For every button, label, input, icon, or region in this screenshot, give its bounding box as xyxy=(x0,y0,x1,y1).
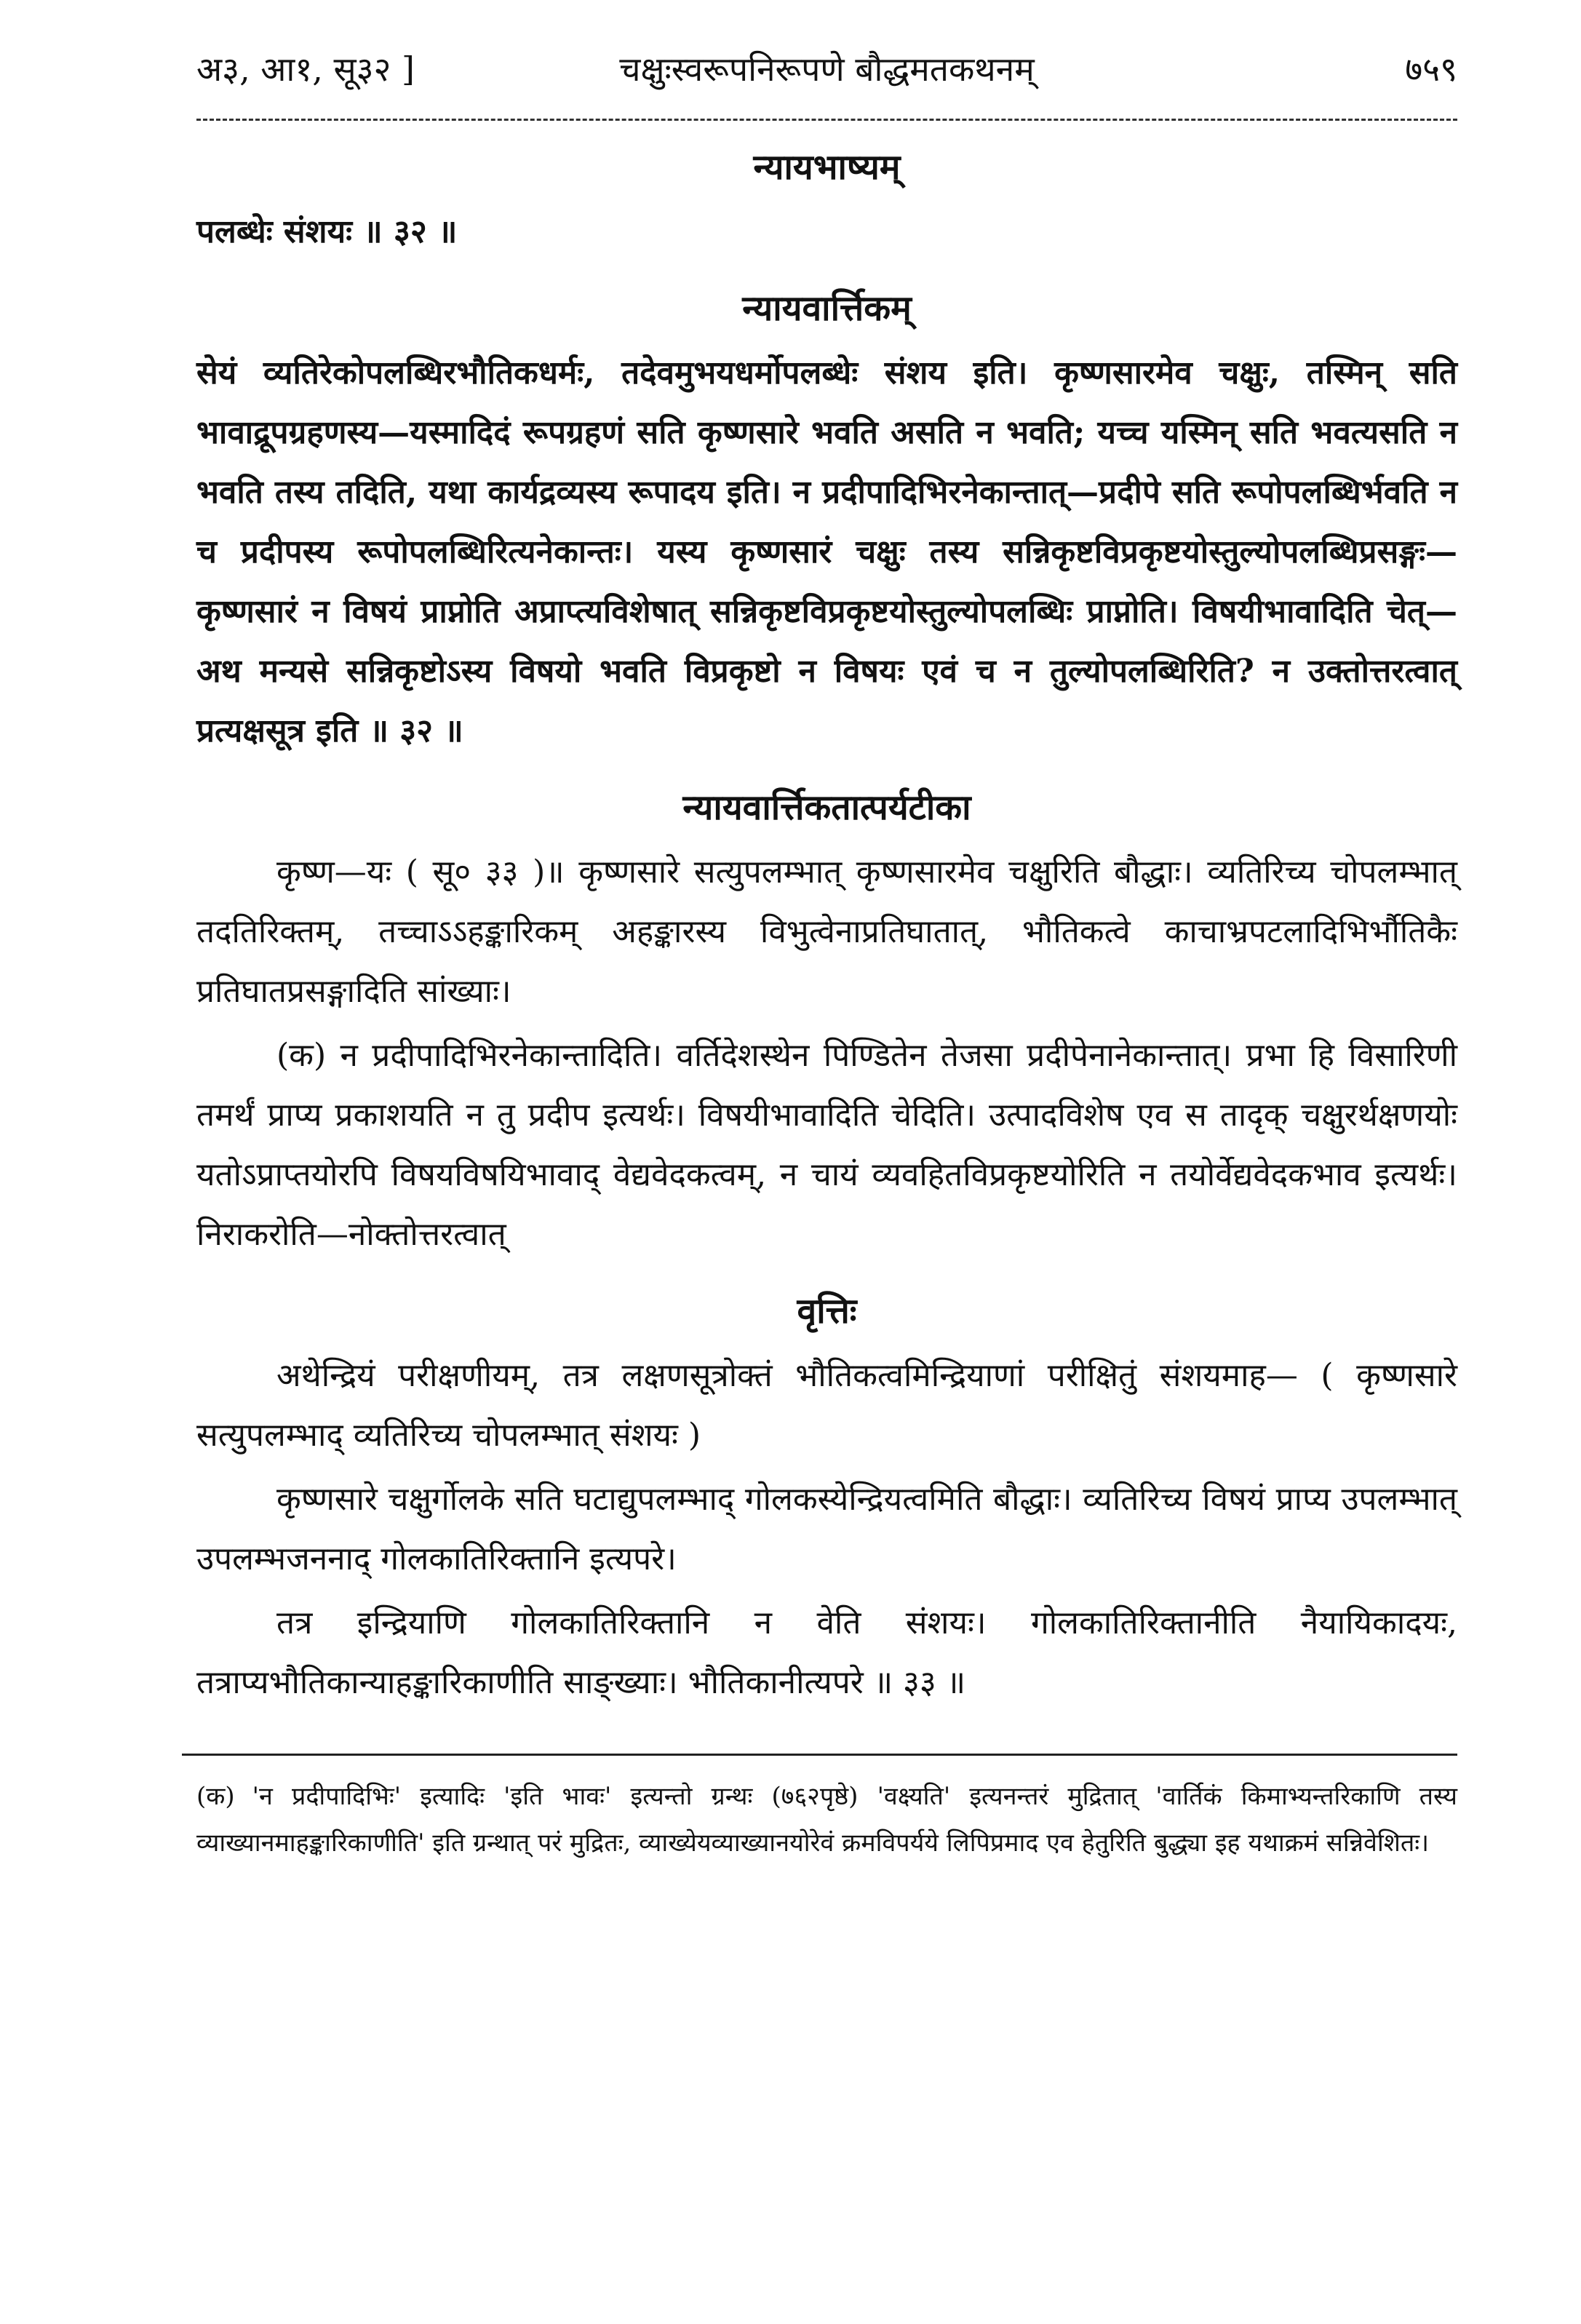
page-number: ७५९ xyxy=(1405,49,1457,89)
header-chapter-ref: अ३, आ१, सू३२ ] xyxy=(196,49,415,89)
tika-heading: न्यायवार्त्तिकतात्पर्यटीका xyxy=(682,787,971,828)
tika-paragraph-2: (क) न प्रदीपादिभिरनेकान्तादिति। वर्तिदेशस्थेन पिण्डितेन तेजसा प्रदीपेनानेकान्तात्। प्रभा हि विसारिणी तमर्थं प्राप्य प्रकाशयति न तु प्रदीप इत्यर्थः। विषयीभावादिति चेदिति। उत्पादविशेष एव स तादृक् चक्षुरर्थक्षणयोः यतोऽप्राप्तयोरपि विषयविषयिभावाद् वेद्यवेदकत्वम्, न चायं व्यवहितविप्रकृष्टयोरिति न तयोर्वेद्यवेदकभाव इत्यर्थः। निराकरोति—नोक्तोत्तरत्वात् xyxy=(196,1037,1457,1253)
vritti-heading: वृत्तिः xyxy=(797,1291,857,1332)
vritti-paragraph-3: तत्र इन्द्रियाणि गोलकातिरिक्तानि न वेति संशयः। गोलकातिरिक्तानीति नैयायिकादयः, तत्राप्यभौतिकान्याहङ्कारिकाणीति साङ्ख्याः। भौतिकानीत्यपरे ॥ ३३ ॥ xyxy=(196,1604,1457,1701)
footnote-marker: (क) xyxy=(196,1782,235,1811)
tika-paragraph-1: कृष्ण—यः ( सू० ३३ )॥ कृष्णसारे सत्युपलम्भात् कृष्णसारमेव चक्षुरिति बौद्धाः। व्यतिरिच्य चोपलम्भात् तदतिरिक्तम्, तच्चाऽऽहङ्कारिकम् अहङ्कारस्य विभुत्वेनाप्रतिघातात्, भौतिकत्वे काचाभ्रपटलादिभिर्भौतिकैः प्रतिघातप्रसङ्गादिति सांख्याः। xyxy=(196,853,1457,1010)
vritti-paragraph-1: अथेन्द्रियं परीक्षणीयम्, तत्र लक्षणसूत्रोक्तं भौतिकत्वमिन्द्रियाणां परीक्षितुं संशयमाह— ( कृष्णसारे सत्युपलम्भाद् व्यतिरिच्य चोपलम्भात् संशयः ) xyxy=(196,1357,1457,1454)
running-header xyxy=(196,40,1457,98)
vritti-paragraph-2: कृष्णसारे चक्षुर्गोलके सति घटाद्युपलम्भाद् गोलकस्येन्द्रियत्वमिति बौद्धाः। व्यतिरिच्य विषयं प्राप्य उपलम्भात् उपलम्भजननाद् गोलकातिरिक्तानि इत्यपरे। xyxy=(196,1481,1457,1577)
bhashya-heading: न्यायभाष्यम् xyxy=(753,147,901,188)
vartika-heading: न्यायवार्त्तिकम् xyxy=(742,288,912,329)
footnote-divider xyxy=(182,1754,1457,1756)
header-divider xyxy=(196,103,1457,121)
vartika-text: सेयं व्यतिरेकोपलब्धिरभौतिकधर्मः, तदेवमुभयधर्मोपलब्धेः संशय इति। कृष्णसारमेव चक्षुः, तस्मिन् सति भावाद्रूपग्रहणस्य—यस्मादिदं रूपग्रहणं सति कृष्णसारे भवति असति न भवति; यच्च यस्मिन् सति भवत्यसति न भवति तस्य तदिति, यथा कार्यद्रव्यस्य रूपादय इति। न प्रदीपादिभिरनेकान्तात्—प्रदीपे सति रूपोपलब्धिर्भवति न च प्रदीपस्य रूपोपलब्धिरित्यनेकान्तः। यस्य कृष्णसारं चक्षुः तस्य सन्निकृष्टविप्रकृष्टयोस्तुल्योपलब्धिप्रसङ्गः—कृष्णसारं न विषयं प्राप्नोति अप्राप्त्यविशेषात् सन्निकृष्टविप्रकृष्टयोस्तुल्योपलब्धिः प्राप्नोति। विषयीभावादिति चेत्—अथ मन्यसे सन्निकृष्टोऽस्य विषयो भवति विप्रकृष्टो न विषयः एवं च न तुल्योपलब्धिरिति? न उक्तोत्तरत्वात् प्रत्यक्षसूत्र इति ॥ ३२ ॥ xyxy=(196,354,1457,749)
footnote-text: 'न प्रदीपादिभिः' इत्यादिः 'इति भावः' इत्यन्तो ग्रन्थः (७६२पृष्ठे) 'वक्ष्यति' इत्यनन्तरं मुद्रितात् 'वार्तिकं किमाभ्यन्तरिकाणि तस्य व्याख्यानमाहङ्कारिकाणीति' इति ग्रन्थात् परं मुद्रितः, व्याख्येयव्याख्यानयोरेवं क्रमविपर्यये लिपिप्रमाद एव हेतुरिति बुद्ध्या इह यथाक्रमं सन्निवेशितः। xyxy=(196,1782,1457,1858)
header-title: चक्षुःस्वरूपनिरूपणे बौद्धमतकथनम् xyxy=(619,49,1035,89)
bhashya-text: पलब्धेः संशयः ॥ ३२ ॥ xyxy=(196,213,458,250)
footnote xyxy=(196,1773,1457,1866)
